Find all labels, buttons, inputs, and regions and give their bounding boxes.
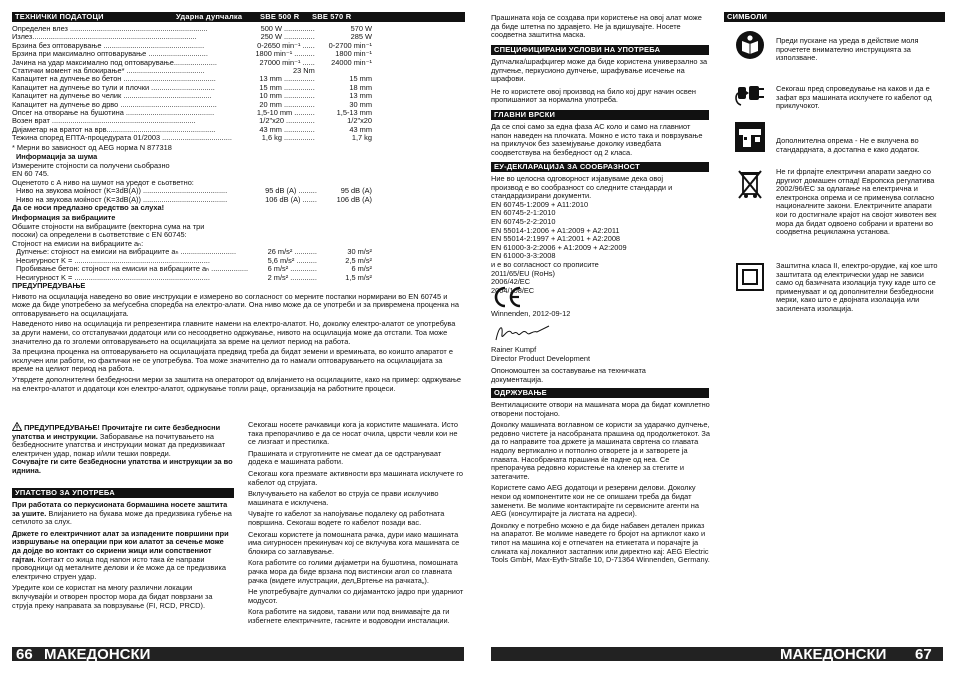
spec-row [12, 84, 372, 92]
row-label: Ниво на звукова моќност (K=3dB(A)) ......................................... [16, 195, 228, 204]
row-label: Возен врат ...................................................................... [12, 117, 196, 126]
left-page-number: 66 [16, 646, 33, 663]
row-value: 23 Nm [293, 65, 315, 75]
usage-p1-rest: Влијанието на букава може да предизвика губење на сетилото за слух. [12, 508, 232, 527]
row-value: 500 W ............... [260, 24, 315, 33]
row-label: Капацитет на дупчење во дрво ............................................... [12, 100, 217, 109]
row-value: 106 dB (A) [336, 194, 372, 204]
read-manual-icon [735, 30, 765, 60]
row-label: Несигурност K = .................................................................. [16, 256, 210, 265]
spec-row [12, 59, 372, 67]
row-value: 27000 min⁻¹ ...... [259, 57, 315, 67]
mid-p3: Секогаш кога презмате активности врз машината исклучете го кабелот од струјата. [248, 468, 463, 487]
spec-row [12, 117, 372, 125]
row-label: Брзина без оптоварување ................................................. [12, 41, 205, 50]
spec-row [12, 265, 372, 274]
declaration-line: EN 55014-1:2006 + A1:2009 + A2:2011 [491, 225, 620, 235]
signer-block [491, 346, 691, 384]
row-value: 1800 min⁻¹ [335, 49, 372, 59]
row-value: 0-2700 min⁻¹ [328, 40, 372, 50]
noise-warning: Да се носи предлазно средство за слуха! [12, 203, 165, 213]
mid-p4: Вклучувањето на кабелот во струја се прави исклучиво машината е исклучена. [248, 489, 439, 507]
warning-triangle-icon [12, 422, 22, 431]
spec-note: * Мерни во зависност од AEG норма N 877318 [12, 143, 172, 152]
row-label: Пробивање бетон: стојност на емисии на вибрациите aₕ .................. [16, 265, 249, 274]
spec-row [12, 126, 372, 134]
noise-p3: Оценетото с А ниво на шумот на уредот е сьответно: [12, 177, 194, 187]
declaration-line: EN 60745-2-1:2010 [491, 208, 556, 218]
row-value: 18 mm [349, 82, 372, 92]
row-value: 26 m/s² ........... [267, 247, 317, 257]
row-label: Излез................................................................................ [12, 33, 197, 42]
declaration-line: 2006/42/EC [491, 277, 531, 287]
spec-row [12, 50, 372, 58]
connection-header: ГЛАВНИ ВРСКИ [491, 110, 709, 120]
row-label: Ниво на звукова моќност (K=3dB(A)) ......................................... [16, 187, 228, 196]
row-label: Статички момент на блокирање* ...................................... [12, 66, 205, 75]
usage-p3: Уредите кои се користат на многу различни локации вклучувајќи и отворен простор мора да бидат поврзани за струја преку направата за поврзување (FI, RCD, PRCD). [12, 583, 213, 610]
row-value: 43 mm ............... [259, 124, 315, 134]
row-label: Несигурност K = .................................................................. [16, 273, 210, 282]
place-date: Winnenden, 2012-09-12 [491, 309, 571, 318]
spec-row [12, 101, 372, 109]
right-column-a [491, 14, 709, 40]
row-value: 30 mm [349, 99, 372, 109]
row-value: 95 dB (A) [340, 186, 372, 196]
spec-row [12, 109, 372, 117]
noise-rows [12, 187, 372, 204]
connection-section [491, 123, 709, 157]
row-value: 6 m/s² [351, 264, 372, 274]
signer-name: Rainer Kumpf [491, 345, 537, 354]
row-value: 1,5-10 mm .......... [256, 107, 315, 117]
row-value: 106 dB (A) ....... [265, 194, 317, 204]
noise-title: Информација за шума [16, 152, 98, 161]
declaration-line: Ние во целосна одговорност изјавуваме дека овој [491, 174, 664, 183]
maintenance-p1: Вентилациските отвори на машината мора да бидат комплетно отворени постојано. [491, 400, 710, 418]
row-value: 43 mm [349, 124, 372, 134]
safety-warning-rest: Заборавање на почитувањето на безбедносните упатства и инструкции можат да предизвикаат електричен удар, пожар и/или тешки повреди. [12, 431, 226, 458]
mid-p1: Секогаш носете рачкaвици кога ја користите машината. Исто така препорачливо е да се носат очила, цврсти чевли кои не се лизгаат и престилка. [248, 420, 458, 447]
row-value: 1/2"x20 .............. [259, 116, 315, 126]
usage-header: УПАТСТВО ЗА УПОТРЕБА [12, 488, 234, 498]
row-label: Тежина според ЕПТА-процедурата 01/2003 .................................. [12, 134, 232, 143]
maintenance-p4: Доколку е потребно можно е да биде набавен детален приказ на апаратот. Ве молиме наведете го бројот на артиклот како и типот на машина кој е отпечатен на етикетата и порачајте ја сликата кај локалниот застапник или директно кај: AEG Electric Tools GmbH, Max-Eyth-Straße 10, D-71364 Winnenden, Germany. [491, 520, 710, 565]
warning-text-1: Нивото на осцилација наведено во овие инструкции е измерено во согласност со мерните постапки нормирани во EN 60745 и може да биде употребено за меѓусебна споредба на електро-алати. Она ниво може да се употреби и за привремена проценка на оптоварувањето на осцилацијата. [12, 291, 459, 318]
row-label: Дијаметар на вратот на врв..................................................... [12, 125, 216, 134]
spec-row [12, 134, 372, 142]
declaration-line: EN 61000-3-2:2006 + A1:2009 + A2:2009 [491, 242, 627, 252]
declaration-lines [491, 175, 711, 295]
maintenance-p3: Користете само AEG додатоци и резервни делови. Доколку некои од компонентите кои не се опишани треба да бидат заменети. Ве молиме контактирајте ги сервисните агенти на AEG (консултирајте ја листата на адреси). [491, 483, 699, 519]
vibration-title: Информация за вибрациите [12, 212, 116, 222]
row-value: 6 m/s² ............. [267, 264, 317, 274]
row-value: 285 W [350, 32, 372, 42]
row-value: 95 dB (A) ......... [265, 186, 317, 196]
usage-p1-bold: При работата со перкусионата бормашина носете заштита за ушите. [12, 500, 228, 518]
maintenance-section [491, 401, 711, 565]
row-value: 13 mm ............... [259, 74, 315, 84]
noise-section [12, 153, 372, 282]
declaration-line: EN 60745-1:2009 + A11:2010 [491, 199, 589, 209]
row-value: 10 mm ............... [259, 91, 315, 101]
ce-mark-icon [491, 285, 523, 309]
row-value: 1,5 m/s² [345, 272, 372, 282]
conditions-section [491, 58, 709, 105]
row-label: Дупчење: стојност на емисии на вибрациите aₕ ........................... [16, 248, 236, 257]
maintenance-header: ОДРЖУВАЊЕ [491, 388, 709, 398]
declaration-line: 2004/108/EC [491, 285, 535, 295]
left-footer-language: МАКЕДОНСКИ [44, 646, 151, 663]
tech-data-header [12, 12, 465, 22]
row-value: 1,7 kg [351, 133, 372, 143]
accessory-icon [735, 122, 765, 152]
spec-row [12, 67, 372, 75]
connection-p1: Да се споi само за една фаза AC коло и само на главниот напон наведен на плочката. Можно е исто така и поврзување на приклучок без заземјување доколку изведбата соодветствува на безбедност од 2 класа. [491, 122, 703, 157]
spec-row [12, 187, 372, 196]
declaration-line: EN 60745-2-2:2010 [491, 216, 556, 226]
symbol-unplug-text: Секогаш пред спроведување на каков и да е зафат врз машината исклучете го кабелот од приклучокот. [776, 84, 932, 111]
row-value: 1,6 kg ............... [261, 133, 315, 143]
conditions-header: СПЕЦИФИЦИРАНИ УСЛОВИ НА УПОТРЕБА [491, 45, 709, 55]
mid-p9: Кога работите на ѕидови, тавани или под внимавајте да ги избегнете електричните, гасните и водоводни инсталации. [248, 607, 450, 625]
usage-p2-rest: Контакт со жица под напон исто така ќе направи проводници од металните делови и ќе може да се предизвика електрично струен удар. [12, 554, 226, 581]
safety-keep: Сочувајте ги сите безбедносни упатства и инструкции за во иднина. [12, 457, 233, 475]
mid-p2: Прашината и струготините не смеат да се одстрануваат додека е машината работи. [248, 448, 442, 467]
class-ii-icon [735, 262, 765, 292]
spec-row [12, 257, 372, 266]
spec-row [12, 25, 372, 33]
declaration-line: EN 61000-3-3:2008 [491, 251, 556, 261]
row-value: 20 mm ............... [259, 99, 315, 109]
row-value: 5,6 m/s² .......... [267, 255, 317, 265]
spec-row [12, 33, 372, 41]
spec-row [12, 92, 372, 100]
mid-p8: Не употребувајте дупчалки со дијамантско јадро при ударниот модусот. [248, 587, 464, 605]
row-label: Јачина на удар максимално под оптоварување..................... [12, 58, 217, 67]
declaration-line: EN 55014-2:1997 + A1:2001 + A2:2008 [491, 234, 621, 244]
warning-title: ПРЕДУПРЕДУВАЊЕ [12, 281, 86, 290]
row-value: 24000 min⁻¹ [331, 57, 372, 67]
spec-table [12, 25, 372, 142]
row-value: 1800 min⁻¹ .......... [255, 49, 315, 59]
vibration-p1: Обшите стојности на вибрациите (векторна сума на три [12, 221, 205, 231]
right-footer-language: МАКЕДОНСКИ [780, 646, 887, 663]
row-label: Капацитет на дупчење во тули и плочки ............................... [12, 83, 215, 92]
tech-data-subtitle: Ударна дупчалка [176, 12, 243, 21]
mid-p6: Секогаш користете ја помошната рачка, дури иако машината има сигурносен прекинувач кој се вклучува кога машината се блокира со заглавување. [248, 529, 460, 556]
authorized-note: Опономоштен за составување на техничката документација. [491, 366, 646, 384]
conditions-p1: Дупчалка/шрафцигер може да биде користена универзално за дупчење, перкусионо дупчење, шрафување исечење на шрафови. [491, 57, 708, 84]
right-page-number: 67 [915, 646, 932, 663]
declaration-header: ЕУ-ДЕКЛАРАЦИЈА ЗА СООБРАЗНОСТ [491, 162, 709, 172]
row-value: 2,5 m/s² [345, 255, 372, 265]
vibration-p2: посоки) са определени в сьответствие с EN 60745: [12, 230, 187, 240]
row-value: 1/2"x20 [347, 116, 372, 126]
row-value: 250 W ............... [260, 32, 315, 42]
symbols-header: СИМБОЛИ [724, 12, 945, 22]
warning-text-3: За прецизна проценка на оптоварувањето на осцилацијата предвид треба да бидат земени и времињата, во коишто апаратот е исклучен или работи, но фактички не се употребува. Тоа може значително да го намали оптоварувањето на осцилацијата за време на целиот период на работа. [12, 347, 453, 374]
row-value: 30 m/s² [347, 247, 372, 257]
weee-bin-icon [735, 168, 765, 204]
conditions-p2: Не го користете овој производ на било кој друг начин освен пропишаниот за нормална употреба. [491, 86, 696, 105]
noise-p1: Измерените стојности са получени сьобразно [12, 160, 170, 170]
dust-warning: Прашината која се создава при користење на овој алат може да биде штетна по здравјето. Не ја вдишувајте. Носете соодветна заштитна маска. [491, 13, 702, 40]
vibration-rows [12, 248, 372, 282]
spec-row [12, 248, 372, 257]
row-label: Капацитет на дупчење во бетон ............................................. [12, 75, 216, 84]
oscillation-warning-section [12, 282, 464, 393]
mid-p5: Чувајте го кабелот за напојување подалеку од работната површина. Секогаш водете го кабелот позади вас. [248, 509, 445, 527]
noise-p2: EN 60 745. [12, 169, 49, 179]
unplug-icon [735, 78, 765, 108]
spec-row [12, 42, 372, 50]
row-value: 13 mm [349, 91, 372, 101]
model-2-label: SBE 570 R [312, 12, 352, 21]
declaration-line: и е во согласност со прописите [491, 259, 599, 269]
row-value: 0-2650 min⁻¹ ...... [257, 40, 315, 50]
row-label: Брзина при максимално оптоварување ............................. [12, 50, 208, 59]
row-label: Капацитет на дупчење во челик ........................................... [12, 92, 212, 101]
declaration-line: стандардизирани документи. [491, 191, 592, 201]
signer-title: Director Product Development [491, 353, 590, 363]
symbol-weee-text: Не ги фрлајте електрични апарати заедно со другиот домашен отпад! Европска регулатива 2002/96/EC за одлагање на електрична и електронска опрема и се применува согласно националните закони. Електричните апарати кои го достигнале крајот на својот животен век мора да бидат одвоено собрани и вратени во соодветна рециклажна установа. [776, 167, 937, 237]
safety-warning-block [12, 422, 234, 476]
row-value: 15 mm [349, 74, 372, 84]
usage-section [12, 501, 234, 610]
row-label: Определен влез ................................................................... [12, 25, 208, 33]
warning-text-2: Наведеното ниво на осцилација ги репрезентира главните намени на електро-алатот. Но, доколку електро-алатот се употребува за други намени, со отстапувачки додатоци или со несоодветно одржување, нивото на осцилација може да отстапи. Тоа може значително да го зголеми оптоварувањето на осцилацијата за време на целиот период на работа. [12, 319, 456, 346]
row-label: Опсег на отворање на бушотина ........................................... [12, 108, 215, 117]
vibration-p3: Стојност на емисии на вибрациите aₕ: [12, 238, 144, 248]
row-value: 570 W [350, 24, 372, 33]
row-value: 1,5-13 mm [336, 107, 372, 117]
maintenance-p2: Доколку машината воглавном се користи за ударачко дупчење, редовно чистете ја насобраната прашина од продолжетокот. За да го направите тоа држете ја машината свртена со главата надолу вертикално и потполно отворете ја и затворете ја главата. Насобраната прашина ќе падне од нea. Се препорачува редовно користење на кленер за стегите и затегачите. [491, 420, 710, 481]
spec-row [12, 75, 372, 83]
row-value: 2 m/s² ............. [267, 272, 317, 282]
declaration-line: 2011/65/EU (RoHs) [491, 268, 555, 278]
mid-p7: Кога работите со голими дијаметри на бушотина, помошната рачка мора да биде врзана под вистински агол со главната рачка (видете илустрации, дел„Вртење на рачката„). [248, 558, 458, 585]
symbol-accessory-text: Дополнителна опрема - Не е вклучена во стандардната, а достапна е како додаток. [776, 136, 920, 154]
row-value: 15 mm ............... [259, 82, 315, 92]
usage-p2-bold: Држете го електричниот алат за изпадените површини при извршување на операции при кои алатот за сечење може да дојде во контакт со скриени жици или сопствениот гајтан. [12, 528, 229, 564]
declaration-line: производ е во сообразност со следните стандарди и [491, 182, 673, 192]
safety-warning-bold: ПРЕДУПРЕДУВАЊЕ! Прочитајте ги сите безбедносни упатства и инструкции. [12, 423, 221, 441]
warning-text-4: Утврдете дополнителни безбедносни мерки за заштита на операторот од влијанието на осцилациите, како на пример: одржување на електро-алатот и додатоци кон електро-алатот, одржување топли раце, организација на работните процеси. [12, 374, 461, 393]
tech-data-title: ТЕХНИЧКИ ПОДАТОЦИ [15, 12, 104, 21]
model-1-label: SBE 500 R [260, 12, 300, 21]
usage-column-b [248, 421, 466, 625]
symbol-class-ii-text: Заштитна класа II, електро-орудие, кај кое што заштитата од електрически удар не зависи само од базичната изолација туку каде што се применуваат и од дополнителни безбедносни мерки, како што е двојната изолација или засилената изолација. [776, 261, 938, 313]
symbol-read-manual-text: Преди пускане на уреда в действие моля прочетете внимателно инструкцията за използване. [776, 36, 919, 63]
